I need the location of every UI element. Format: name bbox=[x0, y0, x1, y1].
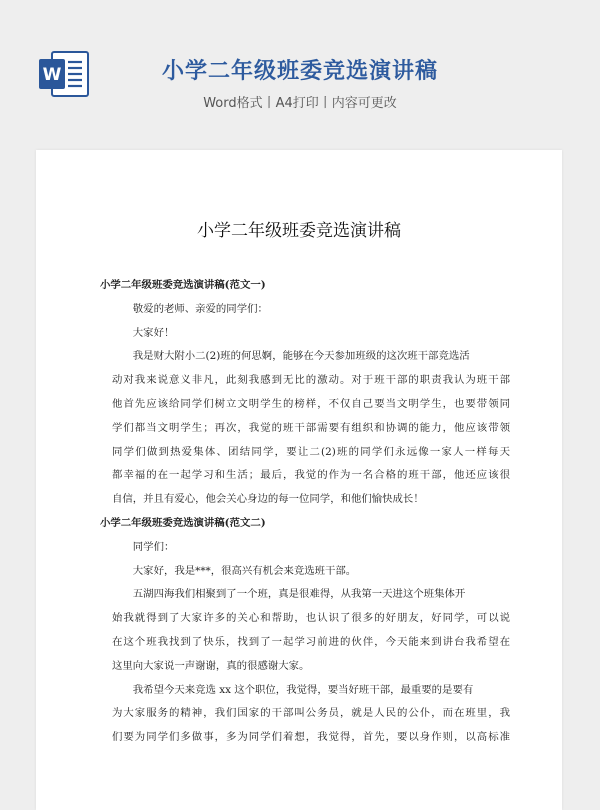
word-icon-letter: W bbox=[42, 65, 62, 85]
paragraph-line: 敬爱的老师、亲爱的同学们： bbox=[132, 302, 268, 315]
header-title: 小学二年级班委竞选演讲稿 bbox=[161, 59, 438, 84]
paragraph-line: 大家好！ bbox=[132, 326, 175, 339]
paragraph-line: 学们都当文明学生；再次，我觉的班干部需要有组织和协调的能力，他应该带领 bbox=[112, 421, 510, 434]
page-header bbox=[0, 0, 600, 150]
document-page bbox=[36, 150, 562, 810]
paragraph-line: 始我就得到了大家许多的关心和帮助，也认识了很多的好朋友，好同学，可以说 bbox=[112, 612, 510, 625]
paragraph-line: 这里向大家说一声谢谢，真的很感谢大家。 bbox=[112, 659, 310, 672]
paragraph-line: 都幸福的在一起学习和生活；最后，我觉的作为一名合格的班干部，他还应该很 bbox=[112, 469, 510, 482]
paragraph-line: 他首先应该给同学们树立文明学生的榜样，不仅自己要当文明学生，也要带领同 bbox=[112, 397, 510, 410]
paragraph-line: 同学们： bbox=[132, 540, 175, 553]
paragraph-line: 同学们做到热爱集体、团结同学，要让二(2)班的同学们永远像一家人一样每天 bbox=[112, 445, 510, 458]
document-body bbox=[100, 274, 510, 750]
paragraph-line: 自信，并且有爱心，他会关心身边的每一位同学，和他们愉快成长！ bbox=[112, 493, 424, 506]
section-heading: 小学二年级班委竞选演讲稿(范文一) bbox=[100, 279, 266, 291]
section-heading: 小学二年级班委竞选演讲稿(范文二) bbox=[100, 516, 266, 529]
paragraph-line: 在这个班我找到了快乐，找到了一起学习前进的伙伴，今天能来到讲台我希望在 bbox=[112, 635, 510, 648]
paragraph-line: 为大家服务的精神，我们国家的干部叫公务员，就是人民的公仆，而在班里，我 bbox=[112, 707, 510, 720]
header-subtitle: Word格式丨A4打印丨内容可更改 bbox=[203, 96, 397, 111]
paragraph-line: 们要为同学们多做事，多为同学们着想，我觉得，首先，要以身作则，以高标准 bbox=[112, 731, 510, 744]
document-title: 小学二年级班委竞选演讲稿 bbox=[197, 221, 401, 241]
paragraph-line: 动对我来说意义非凡，此刻我感到无比的激动。对于班干部的职责我认为班干部 bbox=[112, 374, 510, 387]
paragraph-line: 大家好，我是***，很高兴有机会来竞选班干部。 bbox=[132, 564, 357, 577]
paragraph-line: 我是财大附小二(2)班的何思婀，能够在今天参加班级的这次班干部竞选活 bbox=[132, 350, 470, 363]
paragraph-line: 我希望今天来竞选 xx 这个职位，我觉得，要当好班干部，最重要的是要有 bbox=[132, 683, 474, 696]
paragraph-line: 五湖四海我们相聚到了一个班，真是很难得，从我第一天进这个班集体开 bbox=[132, 588, 466, 601]
